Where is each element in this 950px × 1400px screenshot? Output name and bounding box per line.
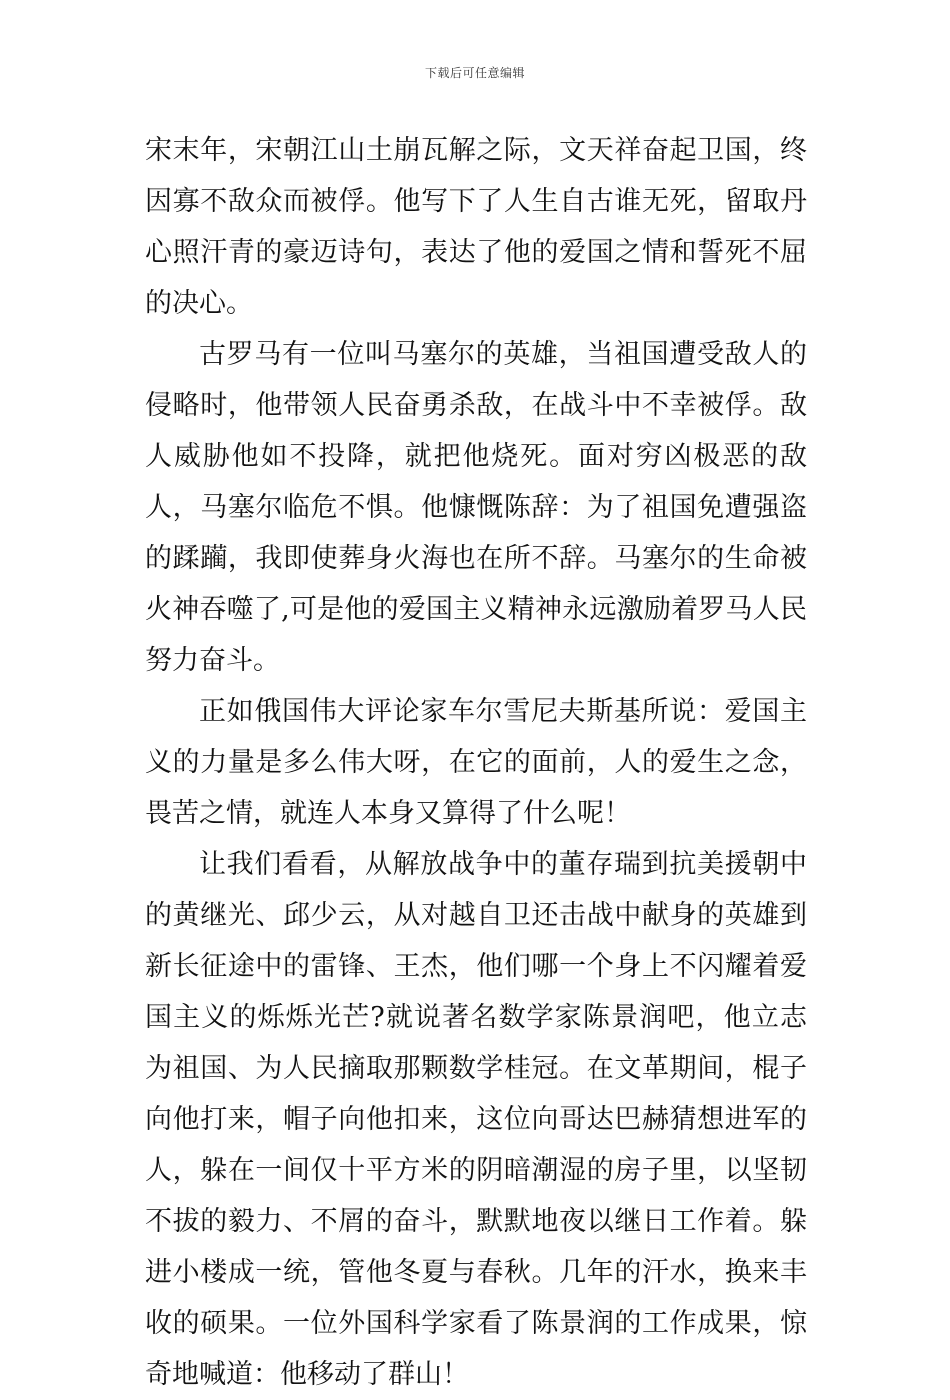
paragraph-1: 宋末年，宋朝江山土崩瓦解之际，文天祥奋起卫国，终因寡不敌众而被俘。他写下了人生自古谁无死，留取丹心照汗青的豪迈诗句，表达了他的爱国之情和誓死不屈的决心。 <box>145 135 807 319</box>
document-body <box>145 125 807 1400</box>
paragraph-4: 让我们看看，从解放战争中的董存瑞到抗美援朝中的黄继光、邱少云，从对越自卫还击战中献身的英雄到新长征途中的雷锋、王杰，他们哪一个身上不闪耀着爱国主义的烁烁光芒?就说著名数学家陈景润吧，他立志为祖国、为人民摘取那颗数学桂冠。在文革期间，棍子向他打来，帽子向他扣来，这位向哥达巴赫猜想进军的人，躲在一间仅十平方米的阴暗潮湿的房子里，以坚韧不拔的毅力、不屑的奋斗，默默地夜以继日工作着。躲进小楼成一统，管他冬夏与春秋。几年的汗水，换来丰收的硕果。一位外国科学家看了陈景润的工作成果，惊奇地喊道：他移动了群山！ <box>145 849 807 1390</box>
paragraph-2: 古罗马有一位叫马塞尔的英雄，当祖国遭受敌人的侵略时，他带领人民奋勇杀敌，在战斗中不幸被俘。敌人威胁他如不投降，就把他烧死。面对穷凶极恶的敌人，马塞尔临危不惧。他慷慨陈辞：为了祖国免遭强盗的蹂躏，我即使葬身火海也在所不辞。马塞尔的生命被火神吞噬了,可是他的爱国主义精神永远激励着罗马人民努力奋斗。 <box>145 339 807 676</box>
paragraph-3: 正如俄国伟大评论家车尔雪尼夫斯基所说：爱国主义的力量是多么伟大呀，在它的面前，人的爱生之念，畏苦之情，就连人本身又算得了什么呢！ <box>145 696 807 829</box>
page-header: 下载后可任意编辑 <box>424 66 525 80</box>
